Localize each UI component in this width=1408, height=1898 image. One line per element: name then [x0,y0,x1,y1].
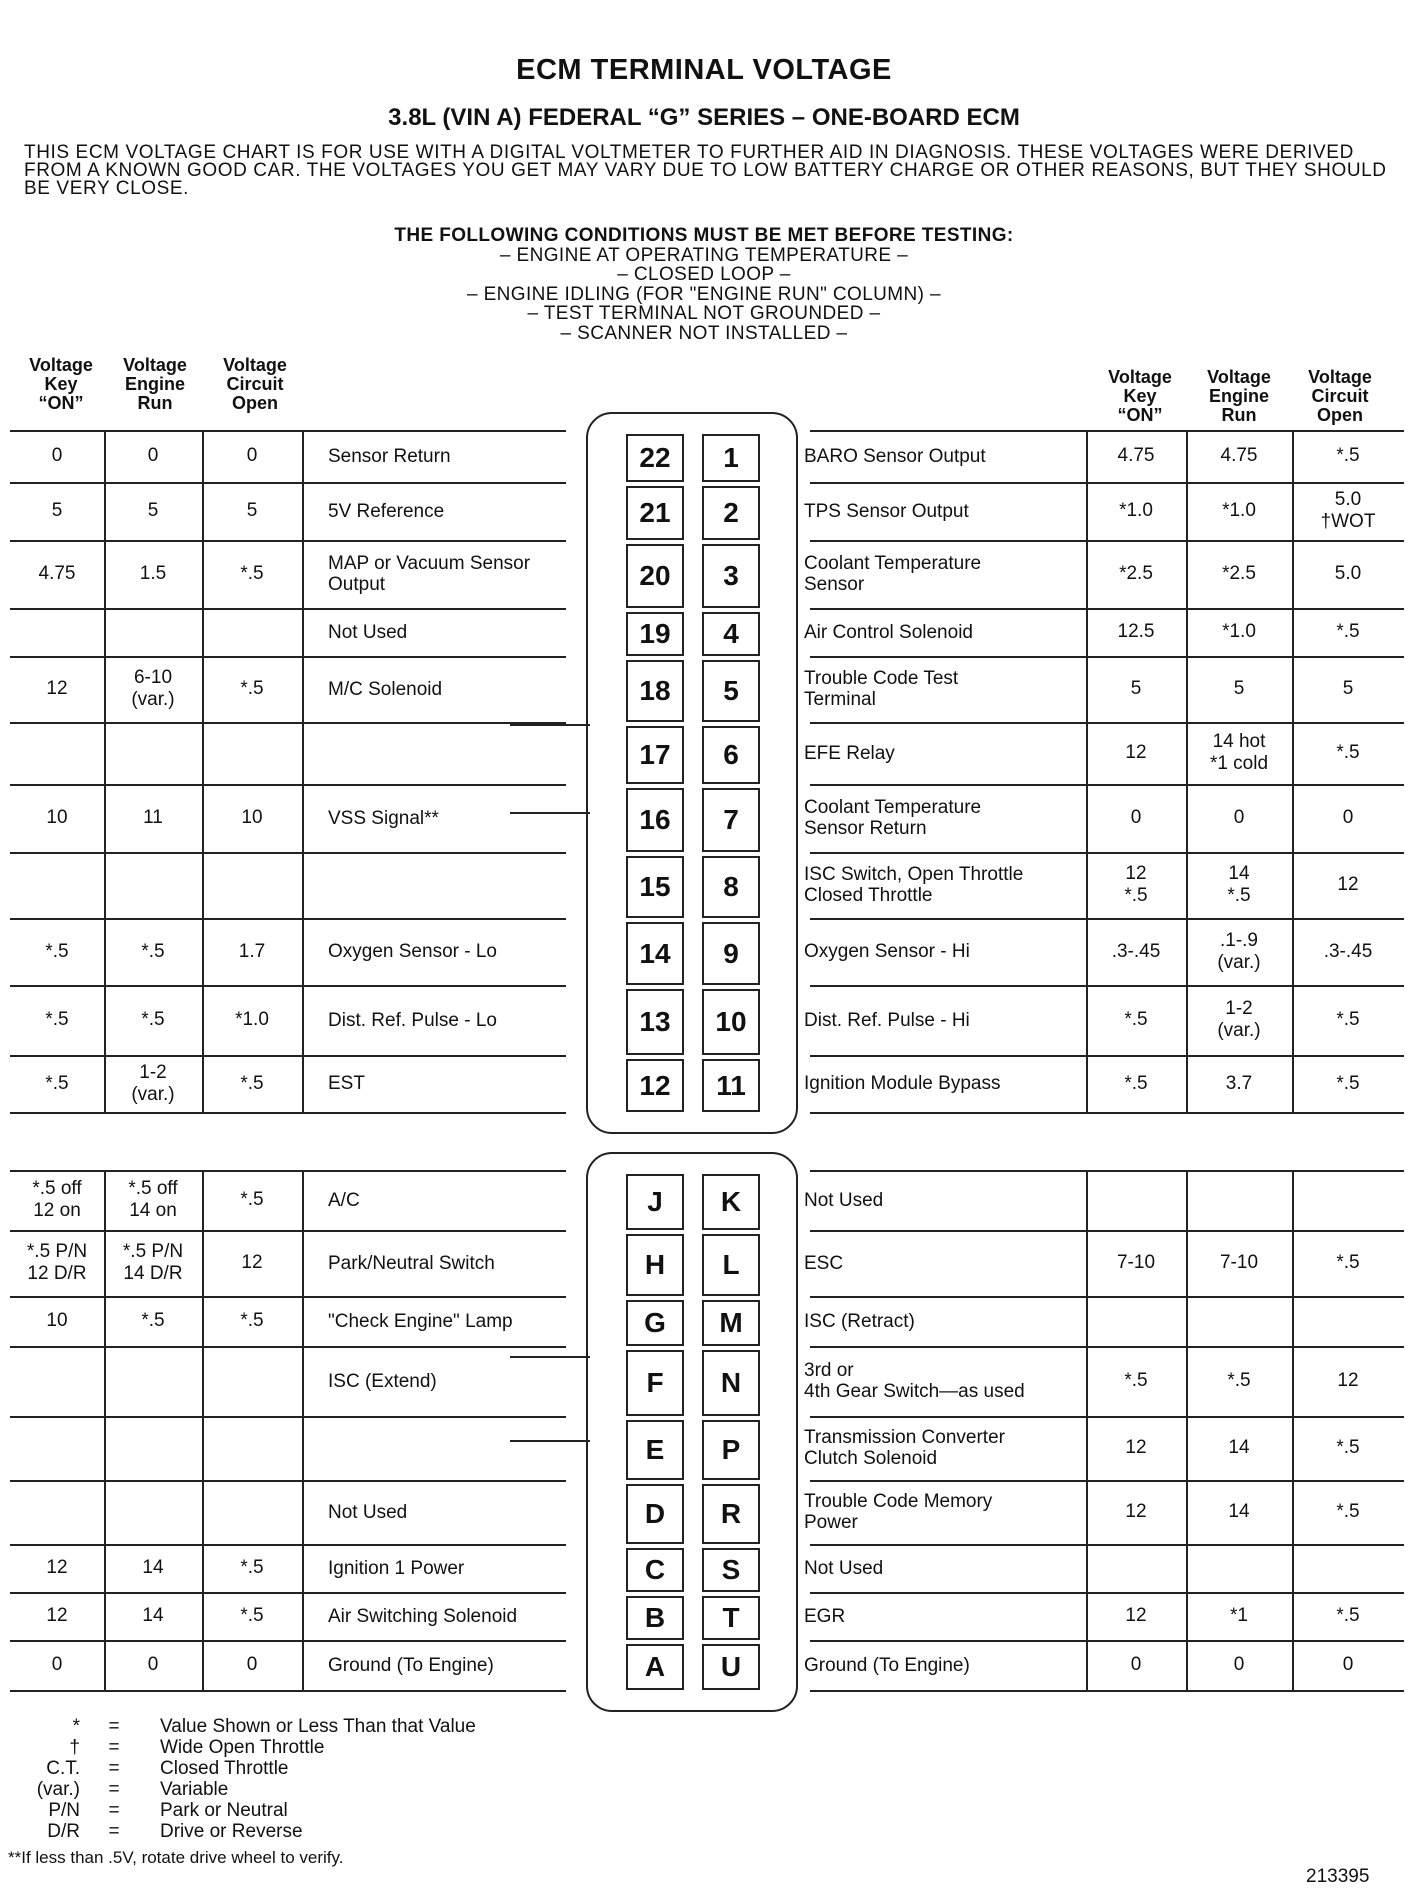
connector-lead-line [510,1356,590,1358]
circuit-open-voltage: *.5 [240,678,264,699]
condition-item: – TEST TERMINAL NOT GROUNDED – [527,303,881,324]
key-on-voltage: *.5 off 12 on [32,1178,82,1221]
condition-item: – CLOSED LOOP – [617,264,791,285]
terminal-pin: 14 [626,922,684,985]
circuit-description: Coolant Temperature Sensor [804,553,982,595]
circuit-open-voltage [202,722,302,784]
circuit-open-voltage: *.5 [240,1557,264,1578]
terminal-pin: A [626,1644,684,1690]
key-on-voltage: 4.75 [1117,445,1155,466]
legend [0,1716,620,1846]
circuit-description [328,852,566,918]
terminal-pin: 4 [702,612,760,656]
terminal-pin: 22 [626,434,684,482]
legend-symbol: (var.) [36,1779,80,1800]
circuit-description: A/C [328,1189,360,1211]
circuit-open-voltage [202,1416,302,1480]
terminal-pin: 12 [626,1059,684,1112]
engine-run-voltage [104,852,202,918]
circuit-description: Park/Neutral Switch [328,1252,495,1274]
legend-equals: = [108,1800,120,1821]
terminal-pin: M [702,1300,760,1346]
upper-ecm-connector [586,412,798,1134]
terminal-pin: 10 [702,989,760,1055]
key-on-voltage: 12 [1125,742,1147,763]
engine-run-voltage: *.5 [141,1310,165,1331]
circuit-description [328,1416,566,1480]
circuit-description: Sensor Return [328,445,451,467]
engine-run-voltage: *.5 [1227,1370,1251,1391]
terminal-pin: 2 [702,486,760,540]
terminal-pin: S [702,1548,760,1592]
key-on-voltage [10,1480,104,1544]
circuit-description: Trouble Code Memory Power [804,1491,993,1533]
terminal-pin: J [626,1174,684,1230]
key-on-voltage: 12 [46,678,68,699]
engine-run-voltage: 14 [1228,1501,1250,1522]
key-on-voltage: 0 [1130,807,1142,828]
key-on-voltage: 12 [1125,1501,1147,1522]
circuit-description: "Check Engine" Lamp [328,1310,513,1332]
terminal-pin: 16 [626,788,684,852]
key-on-voltage: 12 [46,1605,68,1626]
circuit-description: Not Used [328,621,408,643]
engine-run-voltage [1186,1170,1292,1230]
circuit-description: Air Control Solenoid [804,621,973,643]
key-on-voltage: 10 [46,807,68,828]
circuit-open-voltage: *.5 [1336,445,1360,466]
terminal-pin: P [702,1420,760,1480]
engine-run-voltage: 4.75 [1220,445,1258,466]
engine-run-voltage: 5 [147,500,159,521]
engine-run-voltage: 11 [143,807,163,828]
circuit-description: Ground (To Engine) [804,1654,970,1676]
engine-run-voltage [104,1346,202,1416]
terminal-pin: L [702,1234,760,1296]
circuit-description: Dist. Ref. Pulse - Hi [804,1009,970,1031]
terminal-pin: B [626,1596,684,1640]
circuit-open-voltage: 0 [1342,807,1354,828]
engine-run-voltage: *1.0 [1222,500,1256,521]
circuit-open-voltage: 0 [1342,1654,1354,1675]
circuit-description: 5V Reference [328,500,445,522]
header-key-on-right: Voltage Key “ON” [1108,367,1172,425]
legend-equals: = [108,1737,120,1758]
condition-item: – SCANNER NOT INSTALLED – [560,322,848,344]
circuit-description: Not Used [804,1189,884,1211]
engine-run-voltage: *.5 off 14 on [128,1178,178,1221]
legend-row [0,1716,600,1738]
key-on-voltage: *.5 P/N 12 D/R [26,1241,88,1284]
circuit-open-voltage: *1.0 [235,1009,269,1030]
engine-run-voltage [1186,1544,1292,1592]
key-on-voltage: *1.0 [1119,500,1153,521]
key-on-voltage: *.5 [45,1072,69,1094]
terminal-pin: 19 [626,612,684,656]
lower-ecm-connector [586,1152,798,1712]
terminal-pin: 11 [702,1059,760,1112]
key-on-voltage [1086,1544,1186,1592]
key-on-voltage: 10 [46,1310,68,1331]
key-on-voltage [1086,1296,1186,1346]
legend-row [0,1737,600,1759]
page-title: ECM TERMINAL VOLTAGE [516,54,892,86]
upper-col-line-left [302,430,304,1112]
legend-row [0,1758,600,1780]
terminal-pin: K [702,1174,760,1230]
header-key-on-left: Voltage Key “ON” [29,355,93,413]
circuit-open-voltage [202,1346,302,1416]
circuit-open-voltage: *.5 [240,1072,264,1094]
footnote: **If less than .5V, rotate drive wheel to verify. [8,1848,344,1867]
circuit-open-voltage: 5.0 †WOT [1320,489,1376,532]
circuit-description: Oxygen Sensor - Lo [328,941,497,962]
lower-row-line-right [810,1690,1404,1692]
connector-lead-line [510,1440,590,1442]
terminal-pin: T [702,1596,760,1640]
circuit-description: EST [328,1073,365,1094]
key-on-voltage: 12 *.5 [1124,863,1148,906]
terminal-pin: 20 [626,544,684,608]
circuit-open-voltage [1292,1296,1404,1346]
legend-symbol: D/R [47,1821,80,1842]
circuit-description: TPS Sensor Output [804,500,969,522]
engine-run-voltage [104,1480,202,1544]
engine-run-voltage: 0 [147,445,159,466]
circuit-open-voltage: 0 [246,1654,258,1675]
legend-row [0,1779,600,1801]
key-on-voltage: *.5 [1124,1009,1148,1030]
upper-row-line-right [810,1112,1404,1114]
circuit-open-voltage [1292,1170,1404,1230]
circuit-description: 3rd or 4th Gear Switch—as used [804,1360,1025,1402]
circuit-open-voltage: *.5 [1336,1501,1360,1522]
circuit-open-voltage: *.5 [240,1189,264,1210]
circuit-description: Transmission Converter Clutch Solenoid [804,1427,1005,1469]
key-on-voltage: 7-10 [1116,1252,1156,1273]
key-on-voltage: 0 [51,445,63,466]
legend-equals: = [108,1758,120,1779]
key-on-voltage: 0 [51,1654,63,1675]
circuit-description: Air Switching Solenoid [328,1605,518,1627]
key-on-voltage [1086,1170,1186,1230]
circuit-description: VSS Signal** [328,807,439,829]
engine-run-voltage: 1-2 (var.) [1217,998,1261,1041]
figure-number: 213395 [1306,1866,1370,1887]
engine-run-voltage: *.5 [141,1009,165,1030]
legend-meaning: Variable [160,1779,229,1800]
circuit-open-voltage: *.5 [240,1310,264,1331]
legend-meaning: Drive or Reverse [160,1821,303,1842]
legend-equals: = [108,1779,120,1800]
engine-run-voltage: *2.5 [1222,563,1256,584]
circuit-open-voltage: *.5 [1336,1252,1360,1273]
circuit-description: Oxygen Sensor - Hi [804,941,970,962]
legend-symbol: * [72,1716,80,1737]
circuit-description: ESC [804,1252,844,1274]
engine-run-voltage: 0 [1233,807,1245,828]
key-on-voltage: 12 [1125,1605,1147,1626]
terminal-pin: 1 [702,434,760,482]
circuit-open-voltage: 0 [246,445,258,466]
header-engine-run-left: Voltage Engine Run [123,355,187,413]
terminal-pin: 17 [626,726,684,784]
circuit-open-voltage: 12 [1337,874,1359,895]
circuit-open-voltage: *.5 [240,563,264,584]
terminal-pin: U [702,1644,760,1690]
engine-run-voltage: 0 [1233,1654,1245,1675]
circuit-open-voltage [202,852,302,918]
terminal-pin: F [626,1350,684,1416]
engine-run-voltage: *.5 P/N 14 D/R [122,1241,184,1284]
circuit-description: Trouble Code Test Terminal [804,668,959,710]
legend-symbol: C.T. [46,1758,80,1779]
engine-run-voltage: .1-.9 (var.) [1217,929,1261,973]
intro-paragraph: THIS ECM VOLTAGE CHART IS FOR USE WITH A DIGITAL VOLTMETER TO FURTHER AID IN DIAGNOSIS. THESE VOLTAGES WERE DERIVED FROM A KNOWN GOOD CAR. THE VOLTAGES YOU GET MAY VARY DUE TO LOW BATTERY CHARGE OR OTHER REASONS, BUT THEY SHOULD BE VERY CLOSE. [24,142,1387,199]
key-on-voltage: 12.5 [1117,621,1155,642]
key-on-voltage: *.5 [45,1009,69,1030]
legend-meaning: Closed Throttle [160,1758,289,1779]
header-engine-run-right: Voltage Engine Run [1207,367,1271,425]
circuit-description: Not Used [328,1501,408,1523]
circuit-description: ISC Switch, Open Throttle Closed Throttle [804,864,1024,906]
circuit-open-voltage: *.5 [1336,742,1360,763]
terminal-pin: D [626,1484,684,1544]
condition-item: – ENGINE AT OPERATING TEMPERATURE – [499,244,909,266]
circuit-open-voltage: *.5 [1336,1605,1360,1626]
terminal-pin: H [626,1234,684,1296]
circuit-open-voltage: *.5 [1336,621,1360,642]
engine-run-voltage [104,608,202,656]
engine-run-voltage: *1.0 [1222,621,1256,642]
header-circuit-open-left: Voltage Circuit Open [223,355,287,413]
lower-row-line-left [10,1690,566,1692]
circuit-open-voltage: 10 [241,807,263,828]
key-on-voltage: .3-.45 [1111,940,1161,962]
key-on-voltage: *2.5 [1119,563,1153,584]
circuit-description: ISC (Extend) [328,1370,437,1392]
condition-item: – ENGINE IDLING (FOR "ENGINE RUN" COLUMN) – [466,283,942,305]
circuit-open-voltage: .3-.45 [1323,940,1373,962]
circuit-open-voltage [202,608,302,656]
header-circuit-open-right: Voltage Circuit Open [1308,367,1372,425]
engine-run-voltage: 14 hot *1 cold [1209,731,1269,774]
key-on-voltage [10,1346,104,1416]
circuit-description: Ignition 1 Power [328,1557,465,1579]
circuit-open-voltage: 12 [1337,1370,1359,1391]
circuit-open-voltage [1292,1544,1404,1592]
engine-run-voltage: *.5 [141,940,165,962]
legend-row [0,1821,600,1843]
terminal-pin: E [626,1420,684,1480]
circuit-description: EFE Relay [804,742,895,764]
terminal-pin: 18 [626,660,684,722]
circuit-open-voltage: 5 [1342,678,1354,699]
terminal-pin: 8 [702,856,760,918]
lower-col-line-left [302,1170,304,1690]
key-on-voltage: *.5 [45,940,69,962]
circuit-description: MAP or Vacuum Sensor Output [328,553,531,595]
circuit-description: BARO Sensor Output [804,445,986,467]
page-subtitle: 3.8L (VIN A) FEDERAL “G” SERIES – ONE-BOARD ECM [388,104,1020,131]
legend-symbol: P/N [48,1800,80,1821]
key-on-voltage: *.5 [1124,1072,1148,1094]
terminal-pin: C [626,1548,684,1592]
terminal-pin: 6 [702,726,760,784]
key-on-voltage [10,1416,104,1480]
legend-meaning: Wide Open Throttle [160,1737,325,1758]
engine-run-voltage: 1.5 [139,563,167,584]
terminal-pin: N [702,1350,760,1416]
circuit-description: Ground (To Engine) [328,1654,494,1676]
legend-equals: = [108,1716,120,1737]
circuit-description: Coolant Temperature Sensor Return [804,797,982,839]
key-on-voltage [10,608,104,656]
engine-run-voltage: *1 [1230,1605,1248,1626]
circuit-open-voltage: 12 [241,1252,263,1273]
circuit-open-voltage: *.5 [1336,1009,1360,1030]
engine-run-voltage: 7-10 [1219,1252,1259,1273]
legend-symbol: † [69,1737,80,1758]
legend-equals: = [108,1821,120,1842]
engine-run-voltage [104,722,202,784]
engine-run-voltage: 0 [147,1654,159,1675]
legend-meaning: Park or Neutral [160,1800,288,1821]
conditions-heading: THE FOLLOWING CONDITIONS MUST BE MET BEFORE TESTING: [394,225,1014,246]
test-conditions [0,226,1408,343]
circuit-description: Dist. Ref. Pulse - Lo [328,1009,497,1031]
terminal-pin: G [626,1300,684,1346]
circuit-open-voltage: 1.7 [238,940,266,962]
engine-run-voltage: 6-10 (var.) [131,667,175,710]
circuit-description [328,722,566,784]
circuit-open-voltage: *.5 [1336,1072,1360,1094]
legend-row [0,1800,600,1822]
terminal-pin: 9 [702,922,760,985]
connector-lead-line [510,812,590,814]
circuit-description: M/C Solenoid [328,678,443,700]
engine-run-voltage: 14 *.5 [1227,863,1251,906]
key-on-voltage [10,852,104,918]
engine-run-voltage: 14 [142,1605,164,1626]
key-on-voltage [10,722,104,784]
key-on-voltage: 5 [1130,678,1142,699]
engine-run-voltage [104,1416,202,1480]
circuit-description: Ignition Module Bypass [804,1073,1001,1094]
key-on-voltage: 5 [51,500,63,521]
key-on-voltage: 12 [1125,1437,1147,1458]
circuit-open-voltage: 5 [246,500,258,521]
key-on-voltage: 12 [46,1557,68,1578]
circuit-open-voltage: *.5 [240,1605,264,1626]
connector-lead-line [510,724,590,726]
engine-run-voltage: 5 [1233,678,1245,699]
engine-run-voltage: 1-2 (var.) [131,1061,175,1105]
circuit-description: EGR [804,1605,846,1627]
key-on-voltage: *.5 [1124,1370,1148,1391]
legend-meaning: Value Shown or Less Than that Value [160,1716,476,1737]
key-on-voltage: 4.75 [38,563,76,584]
engine-run-voltage: 14 [142,1557,164,1578]
circuit-description: Not Used [804,1557,884,1579]
engine-run-voltage: 14 [1228,1437,1250,1458]
key-on-voltage: 0 [1130,1654,1142,1675]
engine-run-voltage: 3.7 [1225,1072,1253,1094]
terminal-pin: 7 [702,788,760,852]
terminal-pin: R [702,1484,760,1544]
terminal-pin: 5 [702,660,760,722]
circuit-open-voltage [202,1480,302,1544]
circuit-open-voltage: 5.0 [1334,563,1362,584]
circuit-open-voltage: *.5 [1336,1437,1360,1458]
terminal-pin: 3 [702,544,760,608]
upper-row-line-left [10,1112,566,1114]
terminal-pin: 15 [626,856,684,918]
terminal-pin: 21 [626,486,684,540]
terminal-pin: 13 [626,989,684,1055]
engine-run-voltage [1186,1296,1292,1346]
circuit-description: ISC (Retract) [804,1310,915,1332]
